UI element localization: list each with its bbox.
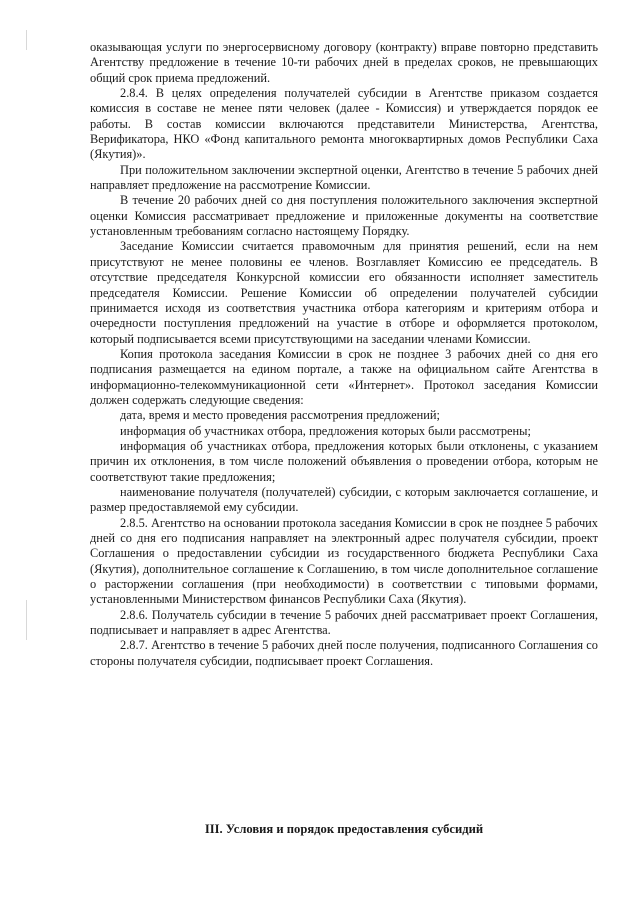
paragraph-continuation: оказывающая услуги по энергосервисному договору (контракту) вправе повторно представить Агентству предложение в течение 10-ти рабочих дней в пределах сроков, не превышающих общий срок приема предложений.: [90, 40, 598, 85]
paragraph-protocol-copy: Копия протокола заседания Комиссии в срок не позднее 3 рабочих дней со дня его подписания размещается на едином портале, а также на официальном сайте Агентства в информационно-телекоммуникационной сети «Интернет». Протокол заседания Комиссии должен содержать следующие сведения:: [90, 346, 598, 407]
paragraph-2-8-5: 2.8.5. Агентство на основании протокола заседания Комиссии в срок не позднее 5 рабочих дней со дня его подписания направляет на электронный адрес получателя субсидии, проект Соглашения о предоставлении субсидии из государственного бюджета Республики Саха (Якутия), дополнительное соглашение к Соглашению, в том числе дополнительное соглашение о расторжении соглашения (при необходимости) в соответствии с типовыми формами, установленными Министерством финансов Республики Саха (Якутия).: [90, 515, 598, 607]
paragraph-expert-assessment: При положительном заключении экспертной оценки, Агентство в течение 5 рабочих дней направляет предложение на рассмотрение Комиссии.: [90, 162, 598, 193]
paragraph-commission-quorum: Заседание Комиссии считается правомочным для принятия решений, если на нем присутствуют не менее половины ее членов. Возглавляет Комиссию ее председатель. В отсутствие председателя Конкурсной комиссии его обязанности исполняет заместитель председателя Комиссии. Решение Комиссии об определении получателей субсидии принимается исходя из соответствия участника отбора категориям и критериям отбора и очередности поступления предложений на участие в отборе и оформляется протоколом, который подписывается всеми присутствующими на заседании членами Комиссии.: [90, 239, 598, 346]
protocol-item-rejected: информация об участниках отбора, предложения которых были отклонены, с указанием причин их отклонения, в том числе положений объявления о проведении отбора, которым не соответствуют такие предложения;: [90, 438, 598, 484]
document-body: [90, 40, 598, 669]
section-heading: III. Условия и порядок предоставления субсидий: [204, 822, 484, 836]
protocol-item-date: дата, время и место проведения рассмотрения предложений;: [120, 408, 441, 423]
scan-margin-mark: [26, 600, 27, 640]
paragraph-2-8-4: 2.8.4. В целях определения получателей субсидии в Агентстве приказом создается комиссия в составе не менее пяти человек (далее - Комиссия) и утверждается порядок ее работы. В состав комиссии включаются представители Министерства, Агентства, Верификатора, НКО «Фонд капитального ремонта многоквартирных домов Республики Саха (Якутия)».: [90, 86, 598, 162]
scan-margin-mark: [26, 30, 27, 50]
protocol-item-reviewed: информация об участниках отбора, предложения которых были рассмотрены;: [120, 423, 531, 438]
paragraph-2-8-7: 2.8.7. Агентство в течение 5 рабочих дней после получения, подписанного Соглашения со стороны получателя субсидии, подписывает проект Соглашения.: [90, 638, 598, 668]
paragraph-2-8-6: 2.8.6. Получатель субсидии в течение 5 рабочих дней рассматривает проект Соглашения, подписывает и направляет в адрес Агентства.: [90, 607, 598, 638]
paragraph-commission-review: В течение 20 рабочих дней со дня поступления положительного заключения экспертной оценки Комиссия рассматривает предложение и приложенные документы на соответствие установленным требованиям согласно настоящему Порядку.: [90, 193, 598, 239]
protocol-item-recipient: наименование получателя (получателей) субсидии, с которым заключается соглашение, и размер предоставляемой ему субсидии.: [90, 484, 598, 515]
